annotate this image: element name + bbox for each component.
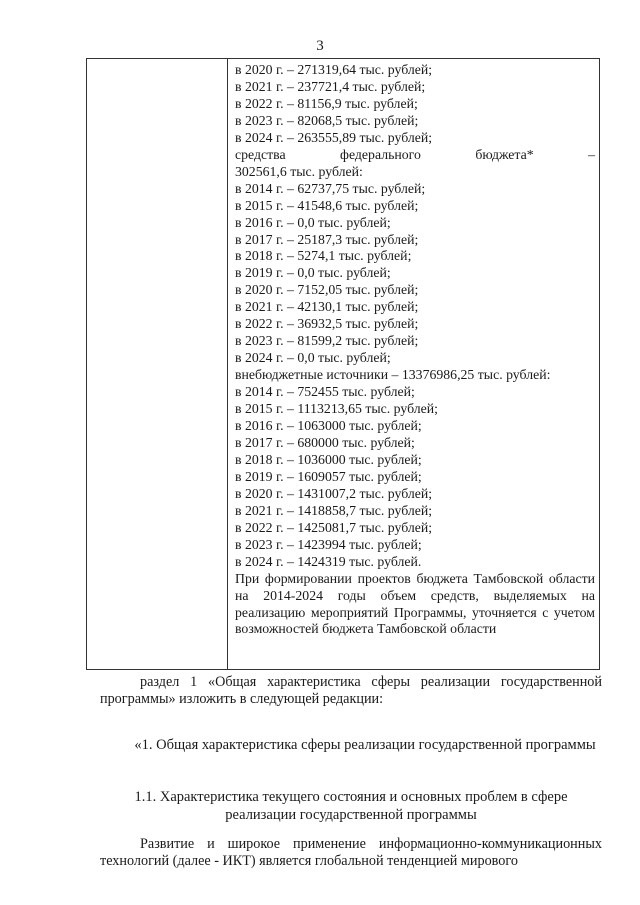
funding-line: в 2022 г. – 1425081,7 тыс. рублей;	[235, 519, 433, 535]
subsection-title: 1.1. Характеристика текущего состояния и основных проблем в сфере реализации государственной программы	[134, 789, 568, 823]
funding-line: в 2020 г. – 7152,05 тыс. рублей;	[235, 282, 419, 298]
funding-line: 302561,6 тыс. рублей:	[235, 163, 363, 179]
funding-line: внебюджетные источники – 13376986,25 тыс. рублей:	[235, 367, 551, 383]
section-title: «1. Общая характеристика сферы реализации государственной программы	[134, 737, 596, 753]
funding-line: в 2024 г. – 1424319 тыс. рублей.	[235, 553, 422, 569]
table-column-divider	[227, 59, 228, 669]
intro-paragraph: Развитие и широкое применение информационно-коммуникационных технологий (далее - ИКТ) является глобальной тенденцией мирового	[100, 836, 602, 869]
federal-budget-word: средства	[235, 146, 286, 162]
funding-line: в 2023 г. – 81599,2 тыс. рублей;	[235, 333, 419, 349]
funding-cell	[235, 62, 595, 638]
funding-line: в 2021 г. – 237721,4 тыс. рублей;	[235, 78, 426, 94]
funding-line: в 2017 г. – 680000 тыс. рублей;	[235, 434, 415, 450]
funding-line: в 2014 г. – 752455 тыс. рублей;	[235, 384, 415, 400]
funding-line: в 2016 г. – 1063000 тыс. рублей;	[235, 418, 422, 434]
amendment-text: раздел 1 «Общая характеристика сферы реализации государственной программы» изложить в следующей редакции:	[100, 674, 602, 707]
funding-line: в 2023 г. – 82068,5 тыс. рублей;	[235, 112, 419, 128]
federal-budget-word: –	[588, 146, 595, 162]
page-number: 3	[316, 38, 324, 54]
funding-line: в 2020 г. – 271319,64 тыс. рублей;	[235, 62, 433, 77]
funding-table	[86, 58, 600, 670]
funding-line: в 2020 г. – 1431007,2 тыс. рублей;	[235, 485, 433, 501]
funding-line: в 2019 г. – 0,0 тыс. рублей;	[235, 265, 391, 281]
funding-line: в 2024 г. – 263555,89 тыс. рублей;	[235, 129, 433, 145]
funding-line: в 2024 г. – 0,0 тыс. рублей;	[235, 350, 391, 366]
funding-list-top	[235, 62, 595, 147]
funding-line: в 2016 г. – 0,0 тыс. рублей;	[235, 214, 391, 230]
funding-line: в 2017 г. – 25187,3 тыс. рублей;	[235, 231, 419, 247]
closing-note: При формировании проектов бюджета Тамбовской области на 2014-2024 годы объем средств, выделяемых на реализацию мероприятий Программы, уточняется с учетом возможностей бюджета Тамбовской области	[235, 570, 595, 637]
funding-line: в 2014 г. – 62737,75 тыс. рублей;	[235, 180, 426, 196]
funding-line: в 2022 г. – 81156,9 тыс. рублей;	[235, 95, 418, 111]
federal-budget-word: бюджета*	[475, 146, 534, 162]
federal-budget-heading	[235, 147, 595, 164]
funding-line: в 2022 г. – 36932,5 тыс. рублей;	[235, 316, 419, 332]
funding-line: в 2018 г. – 1036000 тыс. рублей;	[235, 451, 422, 467]
funding-line: в 2015 г. – 1113213,65 тыс. рублей;	[235, 401, 438, 417]
funding-line: в 2021 г. – 1418858,7 тыс. рублей;	[235, 502, 433, 518]
funding-line: в 2021 г. – 42130,1 тыс. рублей;	[235, 299, 419, 315]
funding-line: в 2019 г. – 1609057 тыс. рублей;	[235, 468, 422, 484]
federal-budget-word: федерального	[340, 146, 421, 162]
amendment-paragraph	[100, 674, 602, 708]
funding-line: в 2015 г. – 41548,6 тыс. рублей;	[235, 197, 419, 213]
funding-line: в 2018 г. – 5274,1 тыс. рублей;	[235, 248, 412, 264]
funding-line: в 2023 г. – 1423994 тыс. рублей;	[235, 536, 422, 552]
funding-list-federal	[235, 164, 595, 571]
